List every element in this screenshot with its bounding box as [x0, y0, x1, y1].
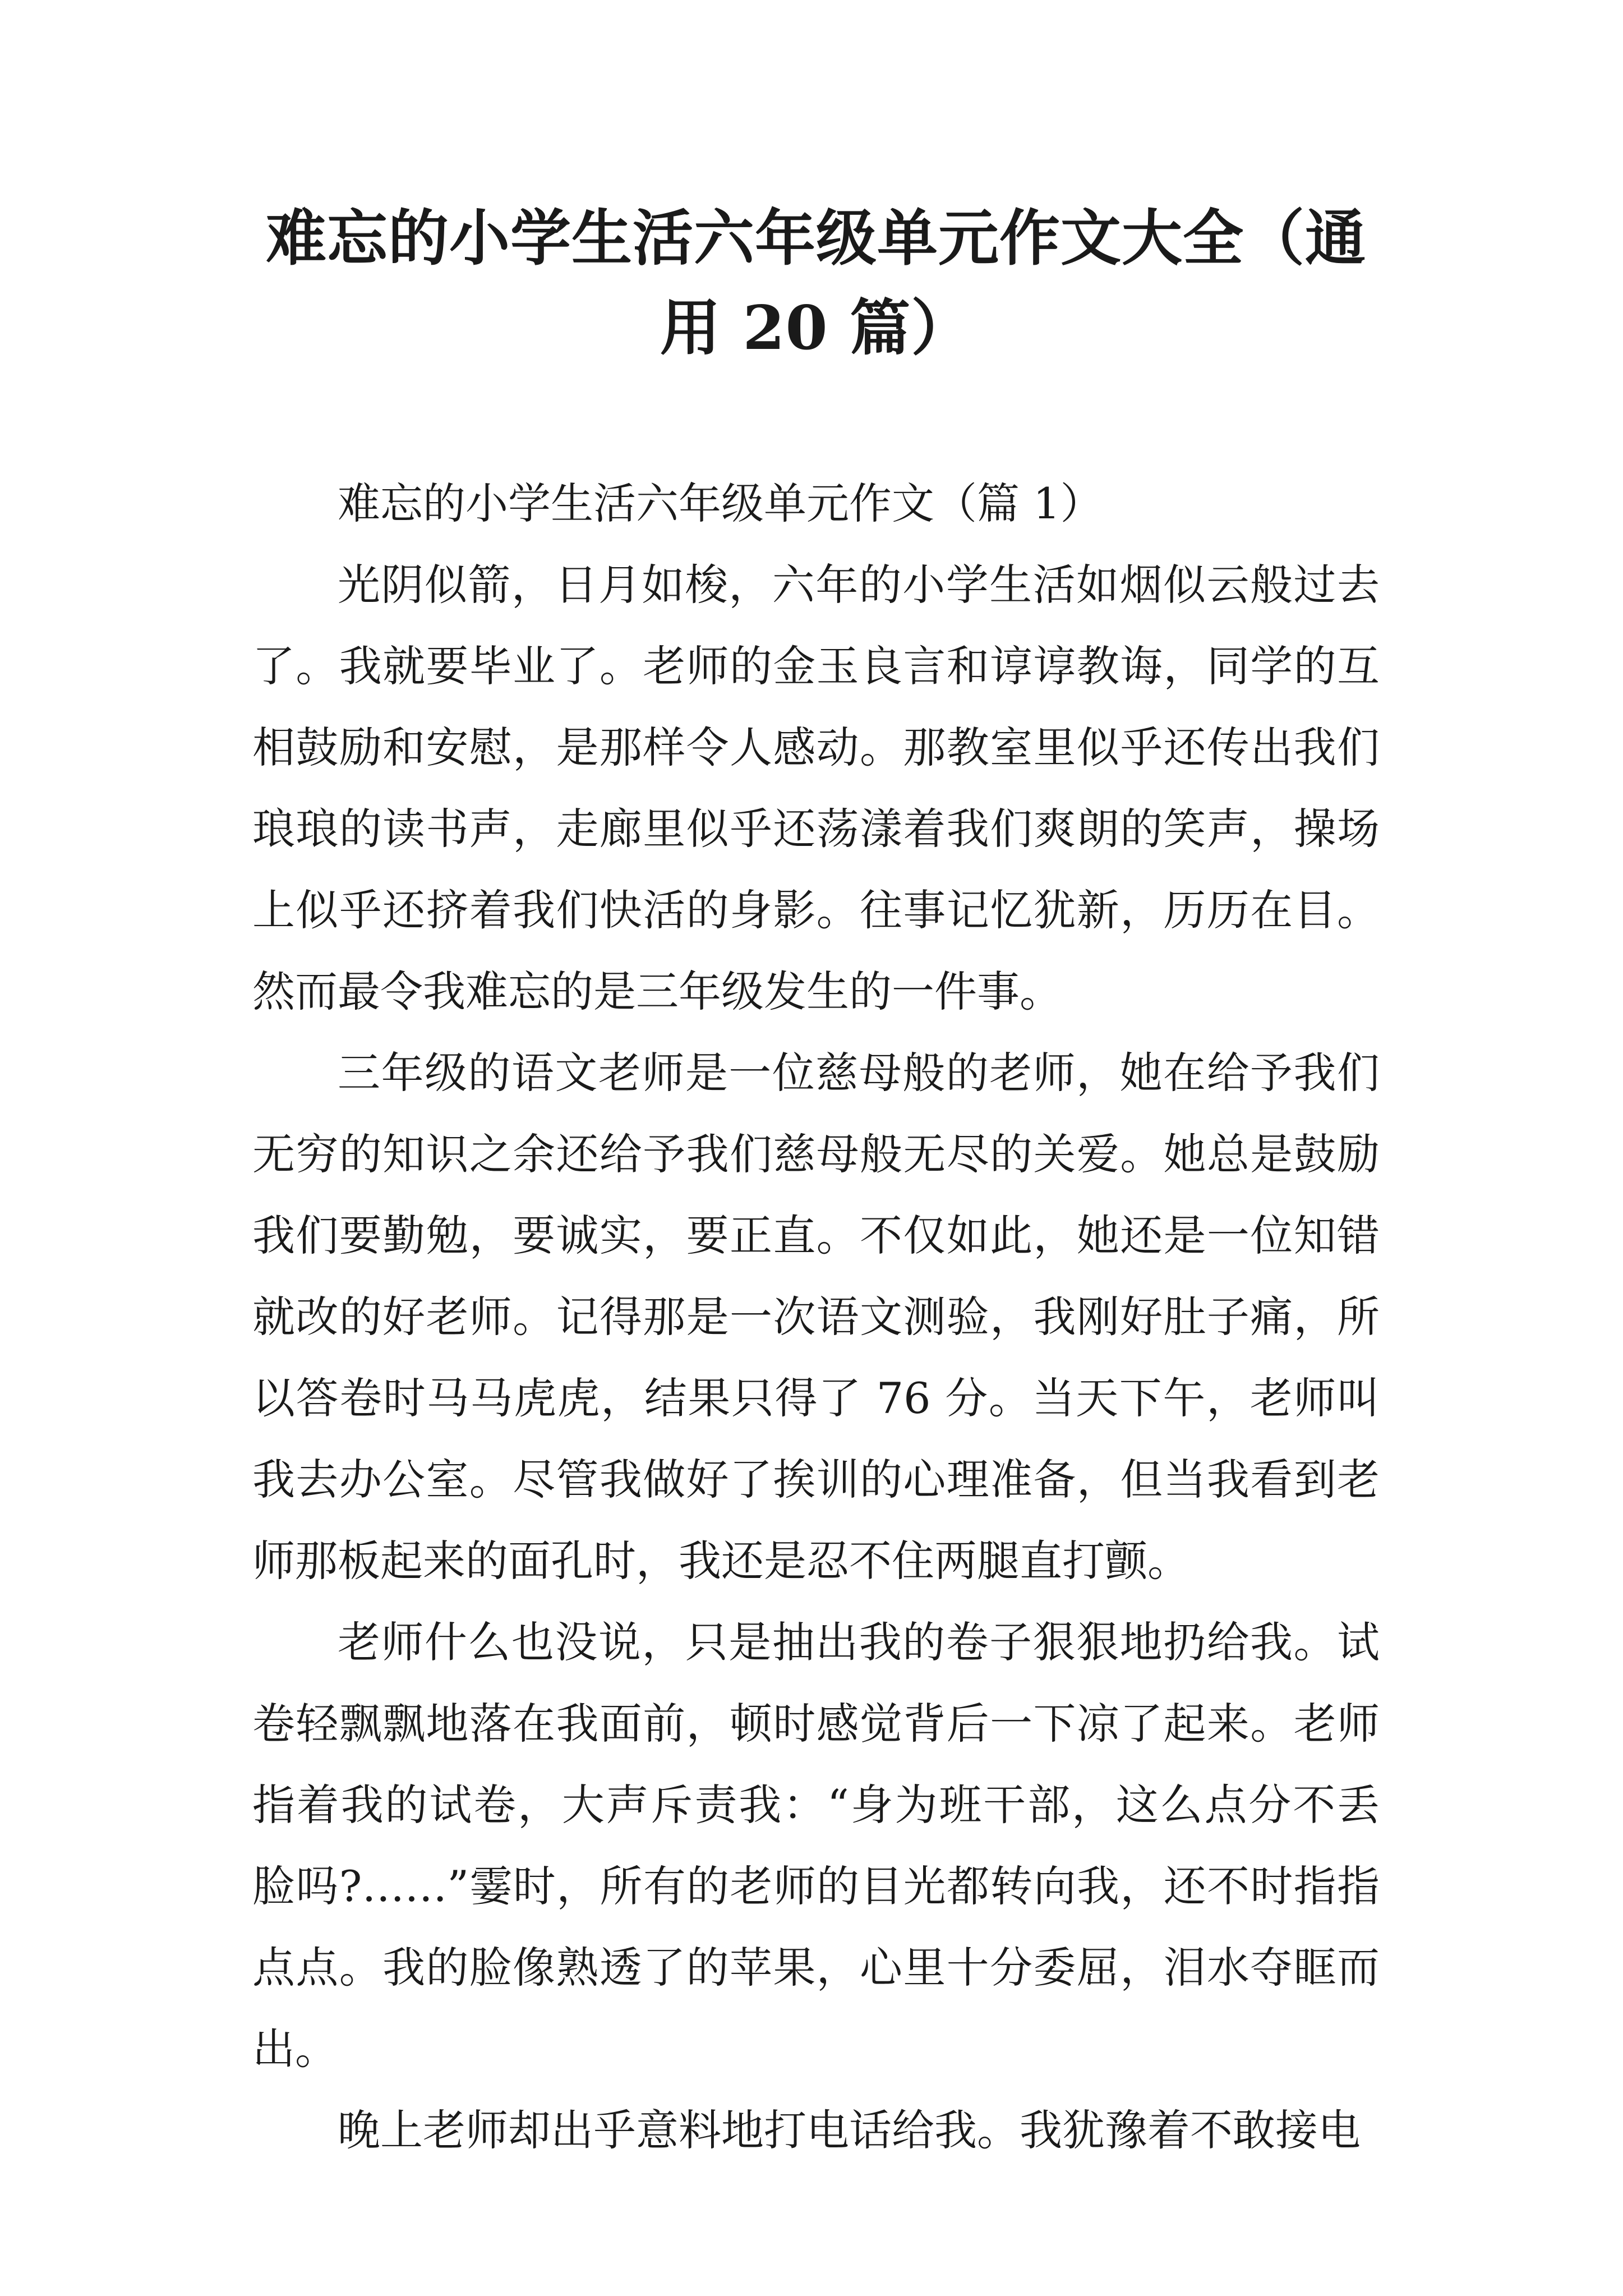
paragraph: 三年级的语文老师是一位慈母般的老师，她在给予我们无穷的知识之余还给予我们慈母般无尽的关爱。她总是鼓励我们要勤勉，要诚实，要正直。不仅如此，她还是一位知错就改的好老师。记得那是一次语文测验，我刚好肚子痛，所以答卷时马马虎虎，结果只得了 76 分。当天下午，老师叫我去办公室。尽管我做好了挨训的心理准备，但当我看到老师那板起来的面孔时，我还是忍不住两腿直打颤。 [252, 1048, 1380, 1586]
paragraph: 老师什么也没说，只是抽出我的卷子狠狠地扔给我。试卷轻飘飘地落在我面前，顿时感觉背后一下凉了起来。老师指着我的试卷，大声斥责我：“身为班干部，这么点分不丢脸吗?……”霎时，所有的老师的目光都转向我，还不时指指点点。我的脸像熟透了的苹果，心里十分委屈，泪水夺眶而出。 [252, 1617, 1380, 2074]
essay-heading: 难忘的小学生活六年级单元作文（篇 1） [338, 478, 1103, 528]
paragraph: 晚上老师却出乎意料地打电话给我。我犹豫着不敢接电 [338, 2105, 1361, 2155]
paragraph: 光阴似箭，日月如梭，六年的小学生活如烟似云般过去了。我就要毕业了。老师的金玉良言和谆谆教诲，同学的互相鼓励和安慰，是那样令人感动。那教室里似乎还传出我们琅琅的读书声，走廊里似乎还荡漾着我们爽朗的笑声，操场上似乎还挤着我们快活的身影。往事记忆犹新，历历在目。然而最令我难忘的是三年级发生的一件事。 [252, 560, 1380, 1016]
document-body [252, 463, 1380, 2171]
document-title: 难忘的小学生活六年级单元作文大全（通用 20 篇） [265, 203, 1366, 364]
